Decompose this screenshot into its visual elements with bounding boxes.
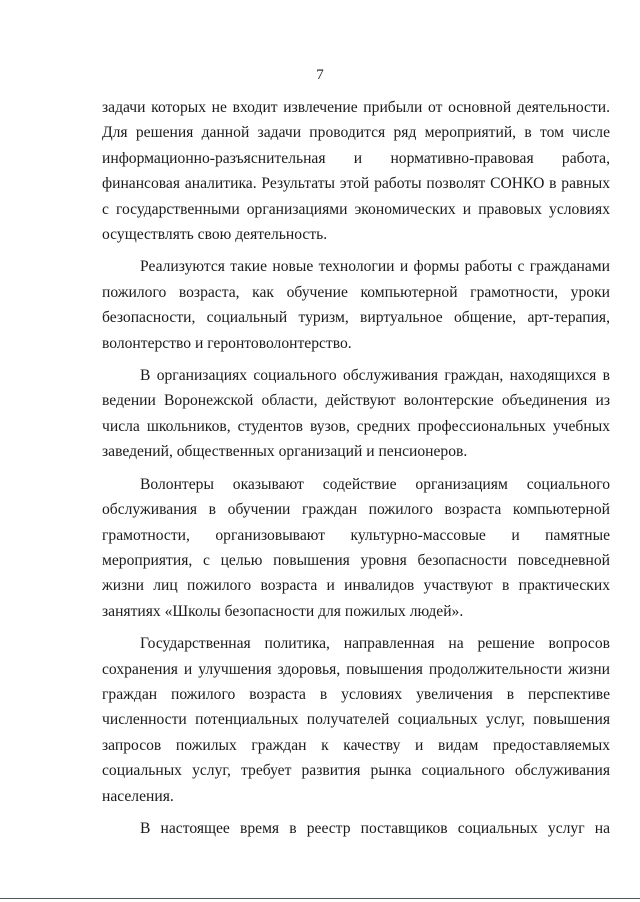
paragraph: задачи которых не входит извлечение прибыли от основной деятельности. Для решения данной задачи проводится ряд мероприятий, в том числе информационно-разъяснительная и нормативно-правовая работа, финансовая аналитика. Результаты этой работы позволят СОНКО в равных с государственными организациями экономических и правовых условиях осуществлять свою деятельность. bbox=[102, 99, 610, 244]
paragraph: В организациях социального обслуживания граждан, находящихся в ведении Воронежской области, действуют волонтерские объединения из числа школьников, студентов вузов, средних профессиональных учебных заведений, общественных организаций и пенсионеров. bbox=[102, 367, 610, 461]
paragraph: Реализуются такие новые технологии и формы работы с гражданами пожилого возраста, как обучение компьютерной грамотности, уроки безопасности, социальный туризм, виртуальное общение, арт-терапия, волонтерство и геронтоволонтерство. bbox=[102, 258, 610, 352]
page-bottom-edge bbox=[0, 898, 640, 899]
paragraph: Государственная политика, направленная на решение вопросов сохранения и улучшения здоровья, повышения продолжительности жизни граждан пожилого возраста в условиях увеличения в перспективе численности потенциальных получателей социальных услуг, повышения запросов пожилых граждан к качеству и видам предоставляемых социальных услуг, требует развития рынка социального обслуживания населения. bbox=[102, 635, 610, 805]
paragraph: В настоящее время в реестр поставщиков социальных услуг на bbox=[140, 819, 610, 837]
page-number: 7 bbox=[316, 67, 324, 83]
document-body bbox=[102, 95, 610, 841]
paragraph: Волонтеры оказывают содействие организациям социального обслуживания в обучении граждан пожилого возраста компьютерной грамотности, организовывают культурно-массовые и памятные мероприятия, с целью повышения уровня безопасности повседневной жизни лиц пожилого возраста и инвалидов участвуют в практических занятиях «Школы безопасности для пожилых людей». bbox=[102, 475, 610, 620]
